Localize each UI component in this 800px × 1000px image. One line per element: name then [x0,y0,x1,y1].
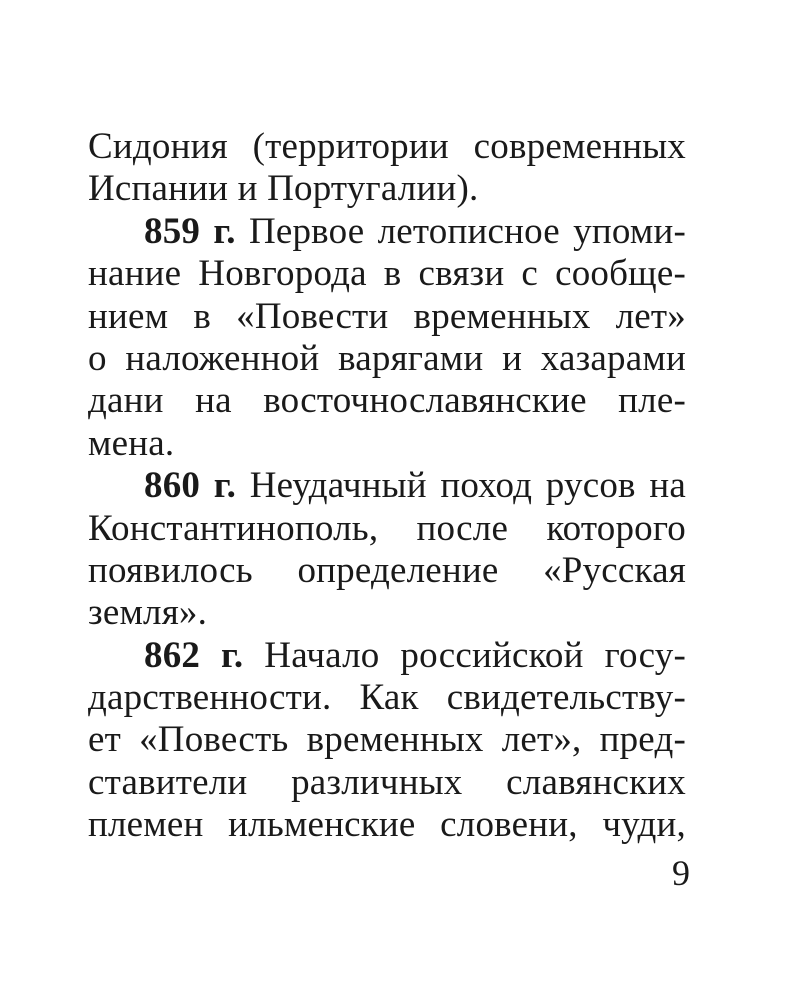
text-line: ставители различных славянских [88,761,686,803]
text-line: мена. [88,422,175,464]
page-number: 9 [672,853,690,893]
text-line: Константинополь, после которого [88,507,686,549]
entry-862-first-line [88,635,686,677]
text-line: появилось определение «Русская [88,549,686,591]
entry-860-first-line [88,465,686,507]
text-line: о наложенной варягами и хазарами [88,337,686,379]
text-line: Сидония (территории современных [88,126,686,167]
text-line: нание Новгорода в связи с сообще- [88,253,686,295]
text-line: дани на восточнославянские пле- [88,380,686,422]
text-line: земля». [88,592,208,634]
entry-859-first-line [88,211,686,253]
text-line: дарственности. Как свидетельству- [88,677,686,719]
text-fragment: Неудачный поход русов на [249,465,686,507]
text-line: племен ильменские словени, чуди, [88,804,686,846]
entry-year: 860 г. [144,465,237,507]
entry-year: 859 г. [144,210,236,252]
text-fragment: Начало российской госу- [264,634,686,676]
text-line: нием в «Повести временных лет» [88,295,686,337]
page-text [88,126,686,847]
text-line: ет «Повесть временных лет», пред- [88,719,686,761]
text-line: Испании и Португалии). [88,168,479,210]
entry-year: 862 г. [144,634,244,676]
text-fragment: Первое летописное упоми- [248,210,687,252]
